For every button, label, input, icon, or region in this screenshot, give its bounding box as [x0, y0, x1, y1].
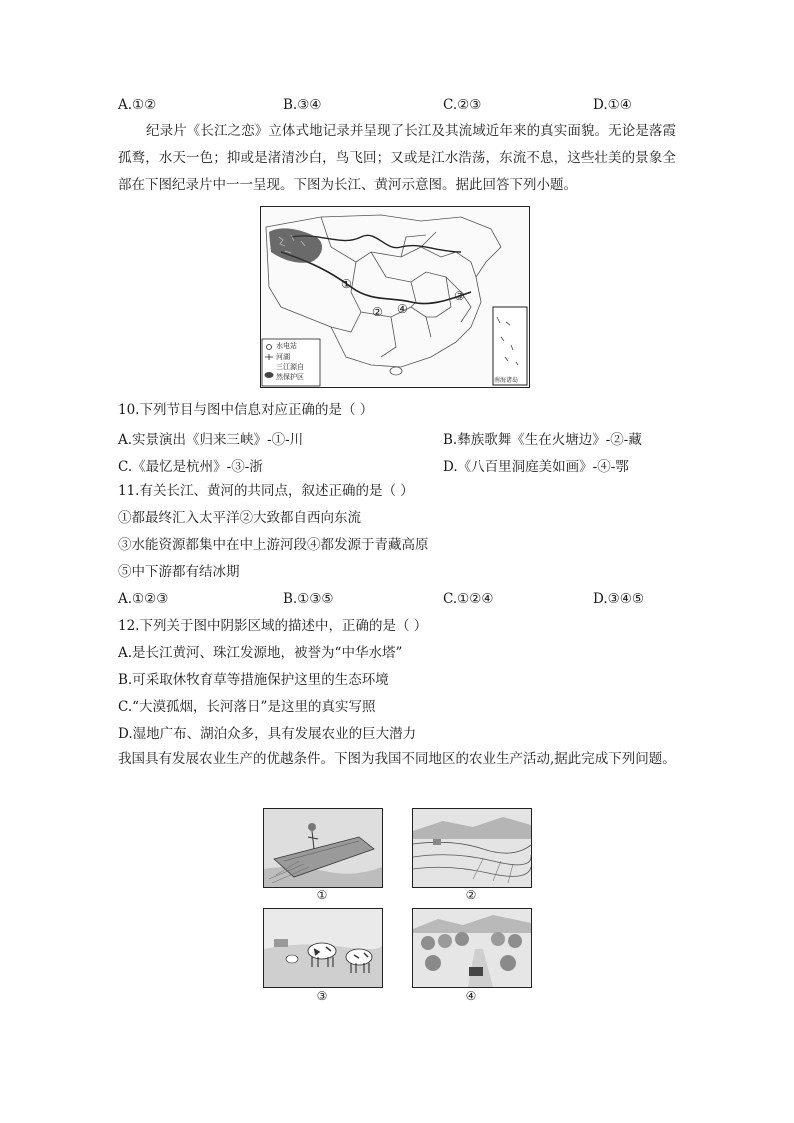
- q9-option-c: C.②③: [443, 97, 482, 113]
- map-marker-2: ②: [372, 305, 383, 319]
- q11-option-b: B.①③⑤: [283, 591, 334, 607]
- picture-label-1: ①: [316, 888, 328, 902]
- map-marker-4: ④: [397, 302, 408, 316]
- legend-hydropower: 水电站: [276, 342, 297, 350]
- intro-paragraph: 纪录片《长江之恋》立体式地记录并呈现了长江及其流域近年来的真实面貌。无论是落霞孤鹜，水天一色；抑或是渚清沙白，鸟飞回；又或是江水浩荡，东流不息，这些壮美的景象全部在下图纪录片中一一呈现。下图为长江、黄河示意图。据此回答下列小题。: [118, 123, 676, 193]
- q10-options-row2: [118, 455, 678, 473]
- picture-fishing: [263, 808, 383, 888]
- q12-option-c: C.“大漠孤烟，长河落日”是这里的真实写照: [118, 699, 376, 715]
- picture-label-3: ③: [316, 989, 328, 1003]
- q12-option-a: A.是长江黄河、珠江发源地，被誉为“中华水塔”: [118, 645, 403, 661]
- picture-label-4: ④: [465, 989, 477, 1003]
- legend-sanjiangyuan: 三江源自: [276, 363, 304, 371]
- inset-label: 南海诸岛: [494, 377, 519, 384]
- q10-option-a: A.实景演出《归来三峡》-①-川: [118, 432, 304, 448]
- q11-option-d: D.③④⑤: [593, 591, 644, 607]
- map-marker-3: ③: [454, 289, 465, 303]
- q10-option-c: C.《最忆是杭州》-③-浙: [118, 459, 263, 475]
- agriculture-intro: 我国具有发展农业生产的优越条件。下图为我国不同地区的农业生产活动,据此完成下列问题。: [118, 751, 676, 767]
- q11-options: [118, 591, 678, 609]
- q9-option-a: A.①②: [118, 97, 157, 113]
- map-svg: [261, 207, 529, 387]
- q9-option-d: D.①④: [593, 97, 632, 113]
- q9-options: [118, 97, 678, 115]
- picture-cattle: [263, 908, 383, 988]
- map-marker-1: ①: [341, 277, 352, 291]
- yangtze-yellow-river-map: [260, 206, 530, 388]
- q11-item-2: ③水能资源都集中在中上游河段④都发源于青藏高原: [118, 537, 429, 553]
- q12-option-b: B.可采取休牧育草等措施保护这里的生态环境: [118, 672, 389, 688]
- picture-terraces: [412, 808, 532, 888]
- picture-label-2: ②: [465, 888, 477, 902]
- q9-option-b: B.③④: [283, 97, 322, 113]
- legend-rivers-lakes: 河湖: [276, 353, 290, 361]
- q12-stem: 12.下列关于图中阴影区域的描述中，正确的是（ ）: [118, 618, 428, 634]
- q11-option-a: A.①②③: [118, 591, 169, 607]
- q11-stem: 11.有关长江、黄河的共同点，叙述正确的是（ ）: [118, 483, 414, 499]
- q10-option-b: B.彝族歌舞《生在火塘边》-②-藏: [443, 432, 642, 448]
- picture-orchard: [412, 908, 532, 988]
- q12-option-d: D.湿地广布、湖泊众多，具有发展农业的巨大潜力: [118, 726, 417, 742]
- q11-option-c: C.①②④: [443, 591, 494, 607]
- q10-options-row1: [118, 428, 678, 446]
- q10-stem: 10.下列节目与图中信息对应正确的是（ ）: [118, 402, 374, 418]
- legend-reserve: 然保护区: [276, 373, 304, 381]
- q11-item-1: ①都最终汇入太平洋②大致都自西向东流: [118, 510, 361, 526]
- q11-item-3: ⑤中下游都有结冰期: [118, 564, 240, 580]
- q10-option-d: D.《八百里洞庭美如画》-④-鄂: [443, 459, 629, 475]
